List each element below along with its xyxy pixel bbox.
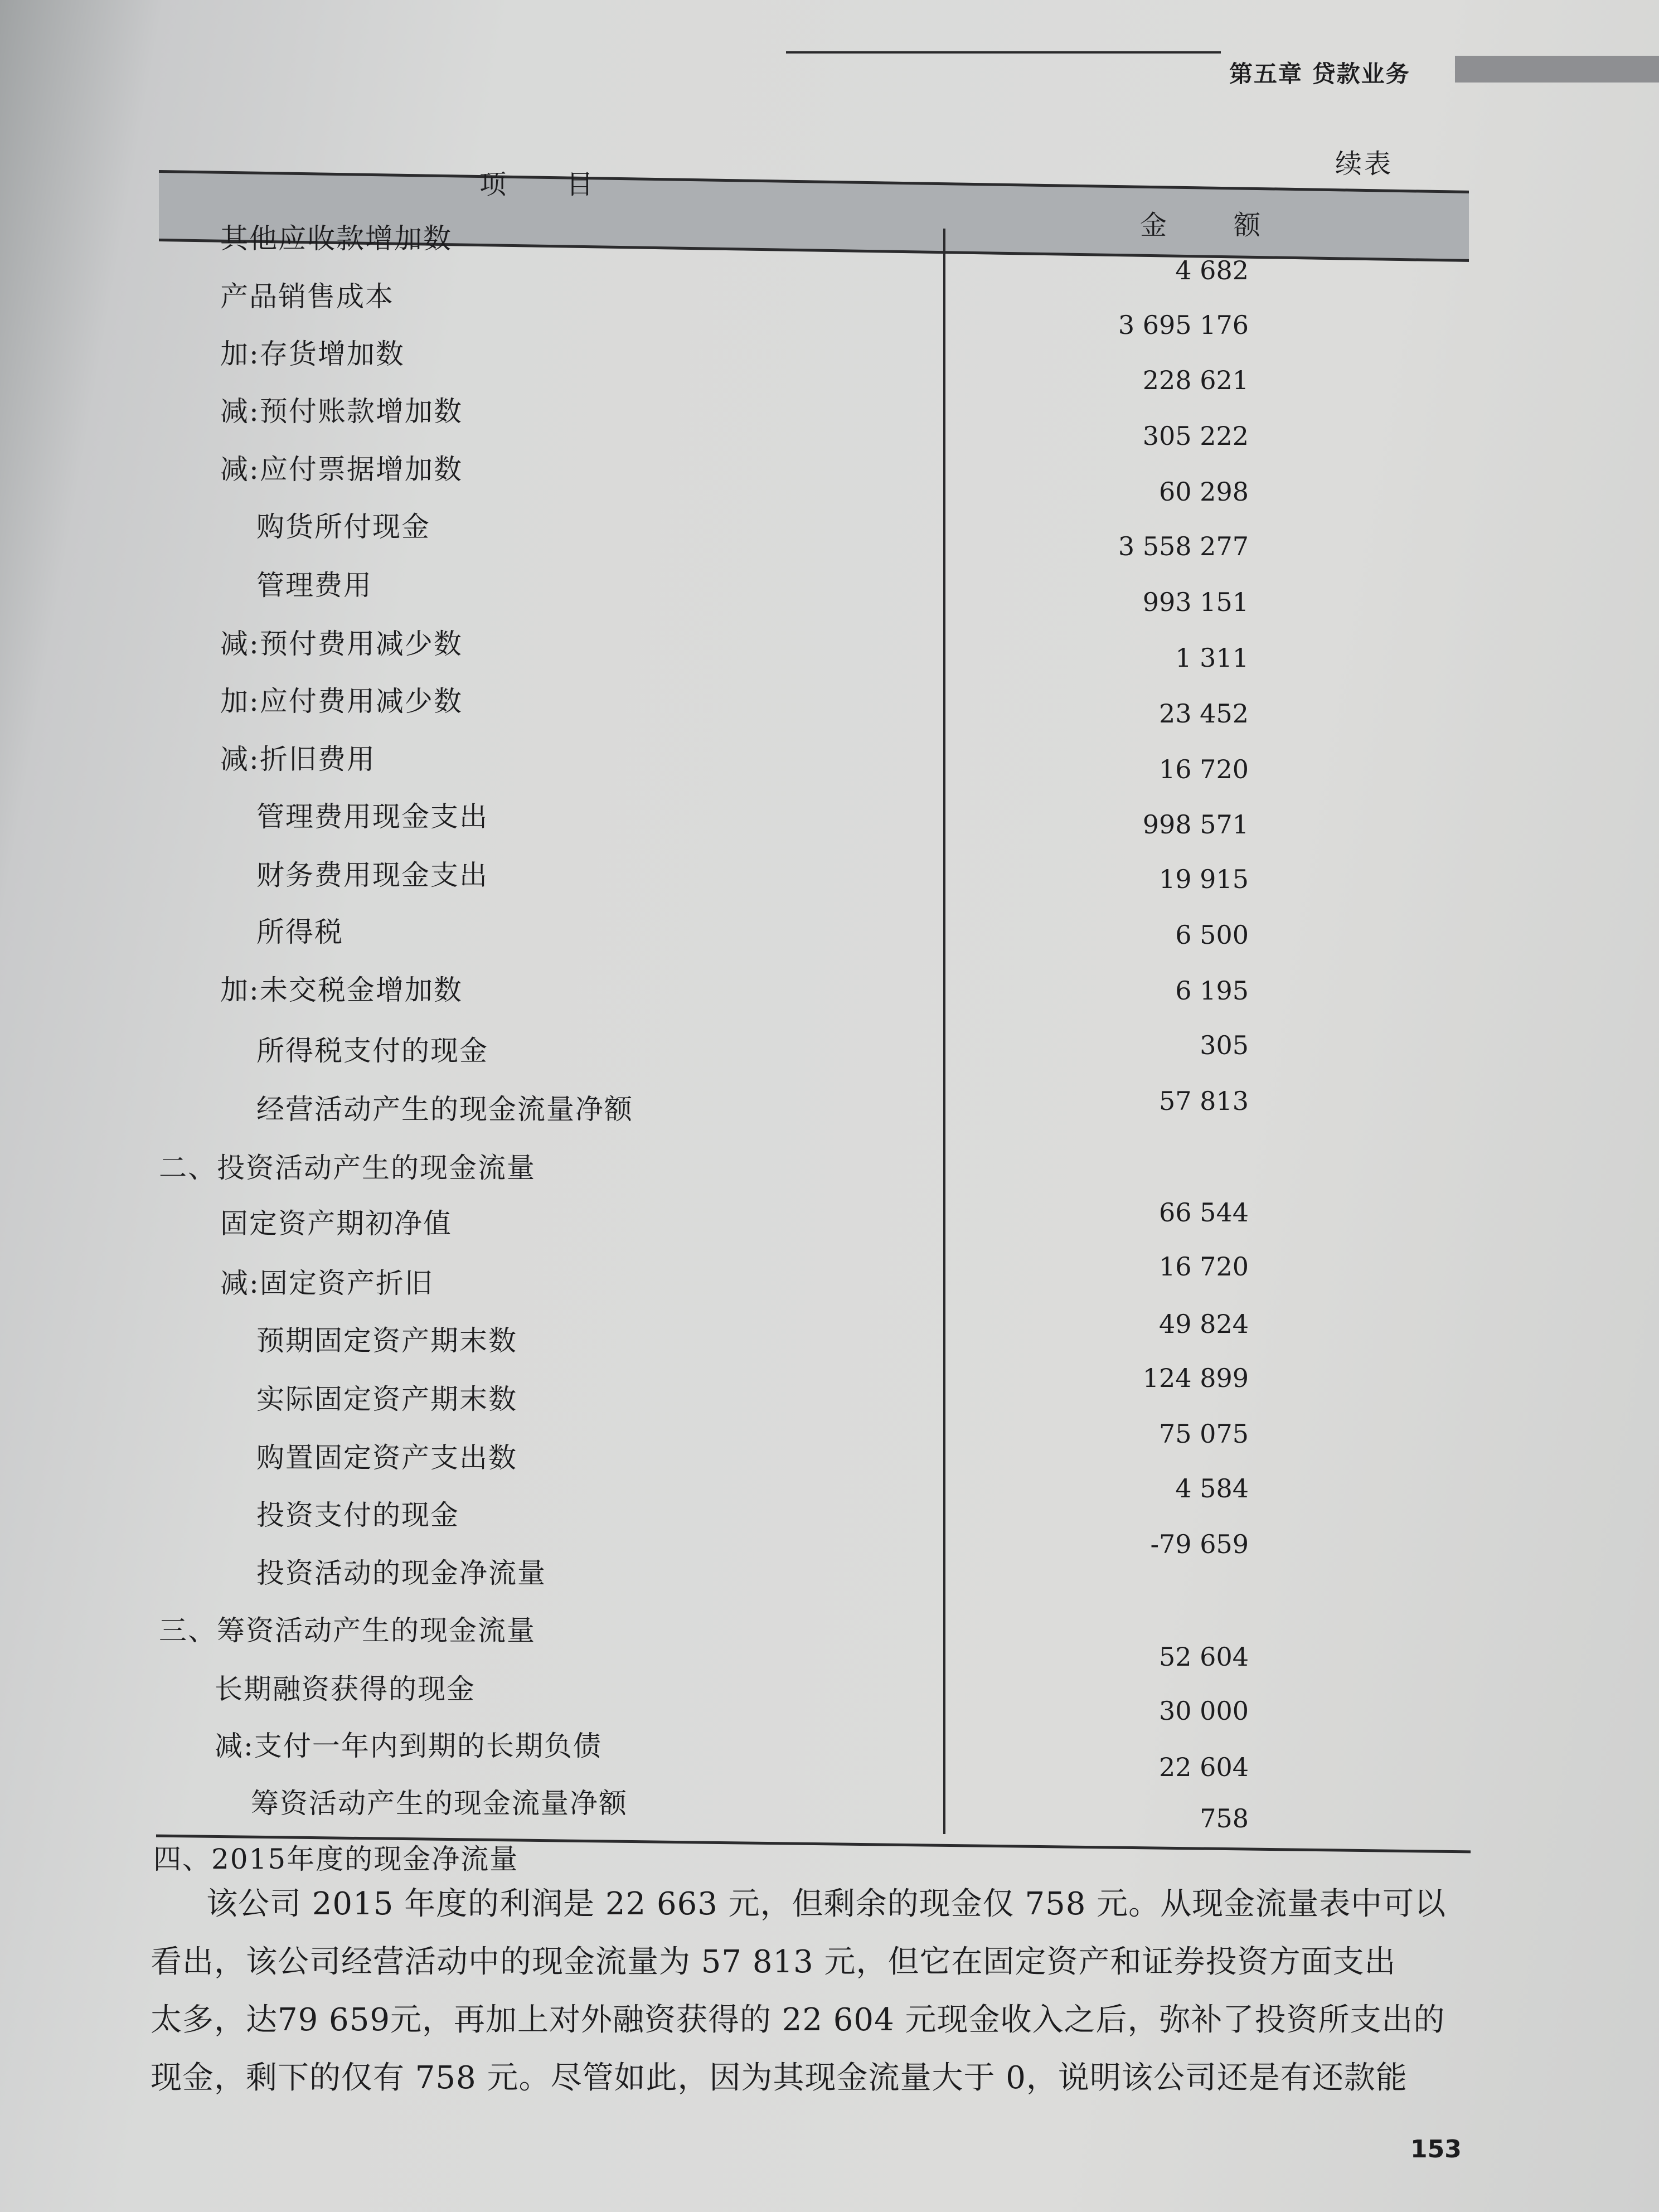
table-row-label: 投资支付的现金 [256,1499,459,1531]
table-row-label: 减:固定资产折旧 [220,1267,434,1299]
table-row-amount: 124 899 [1142,1363,1249,1393]
table-row-amount: 998 571 [1142,809,1249,840]
table-row-label: 财务费用现金支出 [256,859,488,891]
table-row-label: 实际固定资产期末数 [256,1383,517,1415]
continued-label: 续表 [1335,148,1394,180]
table-row-amount: 3 558 277 [1118,531,1249,561]
table-row-amount: 305 222 [1142,421,1249,451]
table-row-label: 减:支付一年内到期的长期负债 [215,1730,602,1762]
table-row-amount: 57 813 [1159,1086,1249,1116]
table-row-label: 购货所付现金 [256,511,430,543]
table-row-amount: 4 682 [1175,255,1249,285]
table-row-label: 产品销售成本 [220,280,394,313]
table-row-label: 所得税 [256,916,343,948]
table-row-label: 加:应付费用减少数 [220,685,463,717]
table-row-label: 减:预付账款增加数 [220,395,463,428]
section-heading: 二、投资活动产生的现金流量 [159,1152,536,1184]
table-row-label: 所得税支付的现金 [256,1035,488,1067]
table-row-amount: 49 824 [1159,1309,1249,1339]
table-row-amount: 758 [1200,1803,1249,1833]
paragraph-line: 该公司 2015 年度的利润是 22 663 元，但剩余的现金仅 758 元。从现金流量表中可以 [206,1886,1447,1922]
table-row-amount: 75 075 [1159,1419,1249,1449]
table-row-amount: 60 298 [1159,477,1249,507]
column-divider [943,229,945,1834]
table-row-amount: 16 720 [1159,1251,1249,1282]
table-row-amount: 23 452 [1159,698,1249,729]
section-heading: 四、2015年度的现金净流量 [153,1843,519,1875]
table-row-label: 减:应付票据增加数 [220,453,463,486]
table-row-amount: 993 151 [1142,587,1249,617]
paragraph-line: 看出，该公司经营活动中的现金流量为 57 813 元，但它在固定资产和证券投资方面支出 [151,1944,1396,1980]
table-row-label: 减:预付费用减少数 [220,628,463,660]
table-row-amount: 3 695 176 [1118,310,1249,340]
table-row-amount: 22 604 [1159,1752,1249,1782]
table-row-amount: -79 659 [1150,1529,1249,1559]
table-row-amount: 228 621 [1142,365,1249,395]
header-rule [786,51,1221,54]
table-row-amount: 16 720 [1159,754,1249,784]
table-row-label: 加:存货增加数 [220,338,405,370]
table-row-amount: 4 584 [1175,1473,1249,1503]
table-row-amount: 66 544 [1159,1197,1249,1228]
column-header-amount: 金 额 [1140,210,1281,241]
table-row-label: 预期固定资产期末数 [256,1325,517,1357]
table-row-label: 减:折旧费用 [220,743,376,775]
table-row-label: 管理费用 [256,569,372,601]
paragraph-line: 现金，剩下的仅有 758 元。尽管如此，因为其现金流量大于 0，说明该公司还是有还款能 [151,2060,1408,2096]
table-row-label: 经营活动产生的现金流量净额 [256,1093,633,1126]
table-row-amount: 6 195 [1175,976,1249,1006]
chapter-title: 第五章 贷款业务 [1229,60,1410,88]
table-row-label: 管理费用现金支出 [256,801,488,833]
table-row-label: 长期融资获得的现金 [215,1673,476,1705]
table-row-amount: 52 604 [1159,1642,1249,1672]
table-row-label: 加:未交税金增加数 [220,974,463,1006]
table-row-label: 投资活动的现金净流量 [256,1557,546,1589]
table-row-label: 固定资产期初净值 [220,1207,452,1240]
table-row-amount: 1 311 [1175,643,1249,673]
table-row-amount: 30 000 [1159,1696,1249,1726]
column-header-item: 项 目 [479,169,610,200]
paragraph-line: 太多，达79 659元，再加上对外融资获得的 22 604 元现金收入之后，弥补了投资所支出的 [151,2002,1445,2038]
section-heading: 三、筹资活动产生的现金流量 [159,1614,536,1647]
table-row-label: 其他应收款增加数 [220,222,452,255]
table-row-amount: 6 500 [1175,920,1249,950]
table-row-label: 筹资活动产生的现金流量净额 [251,1787,628,1820]
header-bar [1455,56,1659,83]
table-row-amount: 19 915 [1159,864,1249,894]
table-row-label: 购置固定资产支出数 [256,1442,517,1474]
table-row-amount: 305 [1200,1030,1249,1060]
page-number: 153 [1410,2135,1462,2164]
